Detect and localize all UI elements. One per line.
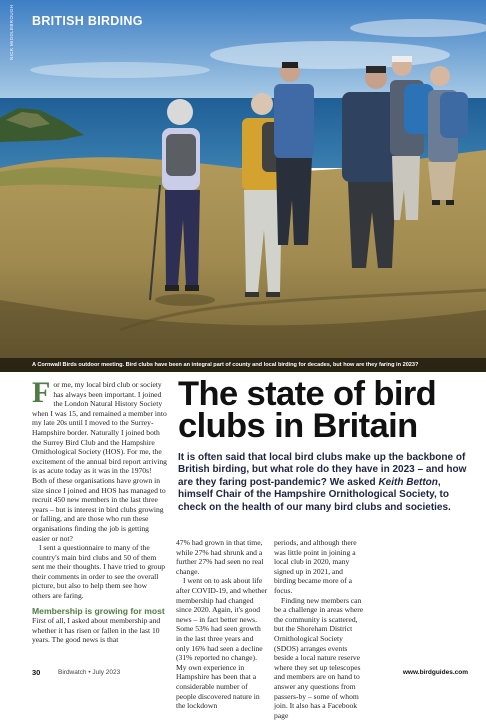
paragraph: I went on to ask about life after COVID-19, and whether membership had changed since 2020. Again, it's good news – in fact better news. Some 53% had seen growth in the last three years and only 16% had seen a decline (31% reported no change). My own experience in Hampshire has been that a considerable number of people discovered nature in the lockdown xyxy=(176,576,268,711)
subheading: Membership is growing for most xyxy=(32,605,165,616)
column-2 xyxy=(176,538,268,711)
photo-caption: A Cornwall Birds outdoor meeting. Bird clubs have been an integral part of county and local birding for decades, but how are they faring in 2023? xyxy=(0,358,486,372)
drop-cap: F xyxy=(32,376,51,409)
photo-credit: NICK MIDDLEBROUGH xyxy=(9,4,14,60)
intro-text: or me, my local bird club or society has always been important. I joined the London Natural History Society when I was 15, and remained a member into my late 20s until I moved to the Surrey-Hampshire border. Naturally I joined both the Surrey Bird Club and the Hampshire Ornithological Society (HOS). For me, the excitement of the annual bird report arriving is as acute today as it was in the 1970s! Both of these organisations have grown in size since I joined and HOS has managed to recruit 450 new members in the last three years – but is interest in bird clubs growing or falling, and are those who run these organisations finding the job is getting easier or not? xyxy=(32,380,167,543)
publication-info: Birdwatch • July 2023 xyxy=(58,669,121,676)
author-name: Keith Betton xyxy=(378,476,438,488)
intro-paragraph xyxy=(32,376,167,543)
paragraph: periods, and although there was little point in joining a local club in 2020, many signed up in 2021, and birding became more of a focus. xyxy=(274,538,357,595)
column-1 xyxy=(32,376,167,645)
paragraph: Finding new members can be a challenge in areas where the community is scattered, but the Shoreham District Ornithological Society (SDOS) arranges events beside a local nature reserve where they set up telescopes and members are on hand to answer any questions from passers-by – some of whom join. It also has a Facebook page xyxy=(274,595,364,720)
paragraph: First of all, I asked about membership and whether it has risen or fallen in the last 10 years. The good news is that xyxy=(32,616,161,645)
headline-line: clubs in Britain xyxy=(178,407,418,445)
column-3 xyxy=(274,538,366,720)
page-footer xyxy=(0,664,486,679)
standfirst-text: , himself Chair of the Hampshire Ornithological Society, to check on the health of our many bird clubs and societies. xyxy=(178,476,451,513)
page-number: 30 xyxy=(32,668,41,677)
section-tag: BRITISH BIRDING xyxy=(32,14,143,28)
headline xyxy=(178,375,478,445)
website-link[interactable]: www.birdguides.com xyxy=(402,669,468,676)
standfirst-text: It is often said that local bird clubs make up the backbone of British birding, but what role do they have in 2023 – and how are they faring post-pandemic? We asked xyxy=(178,452,467,488)
headline-line: The state of bird xyxy=(178,375,437,413)
standfirst xyxy=(178,452,474,514)
paragraph: I sent a questionnaire to many of the country's main bird clubs and 50 of them sent me their thoughts. I have tried to group their comments in order to see the overall picture, but also to help them see how others are faring. xyxy=(32,543,166,601)
paragraph: 47% had grown in that time, while 27% had shrunk and a further 27% had seen no real change. xyxy=(176,538,264,576)
